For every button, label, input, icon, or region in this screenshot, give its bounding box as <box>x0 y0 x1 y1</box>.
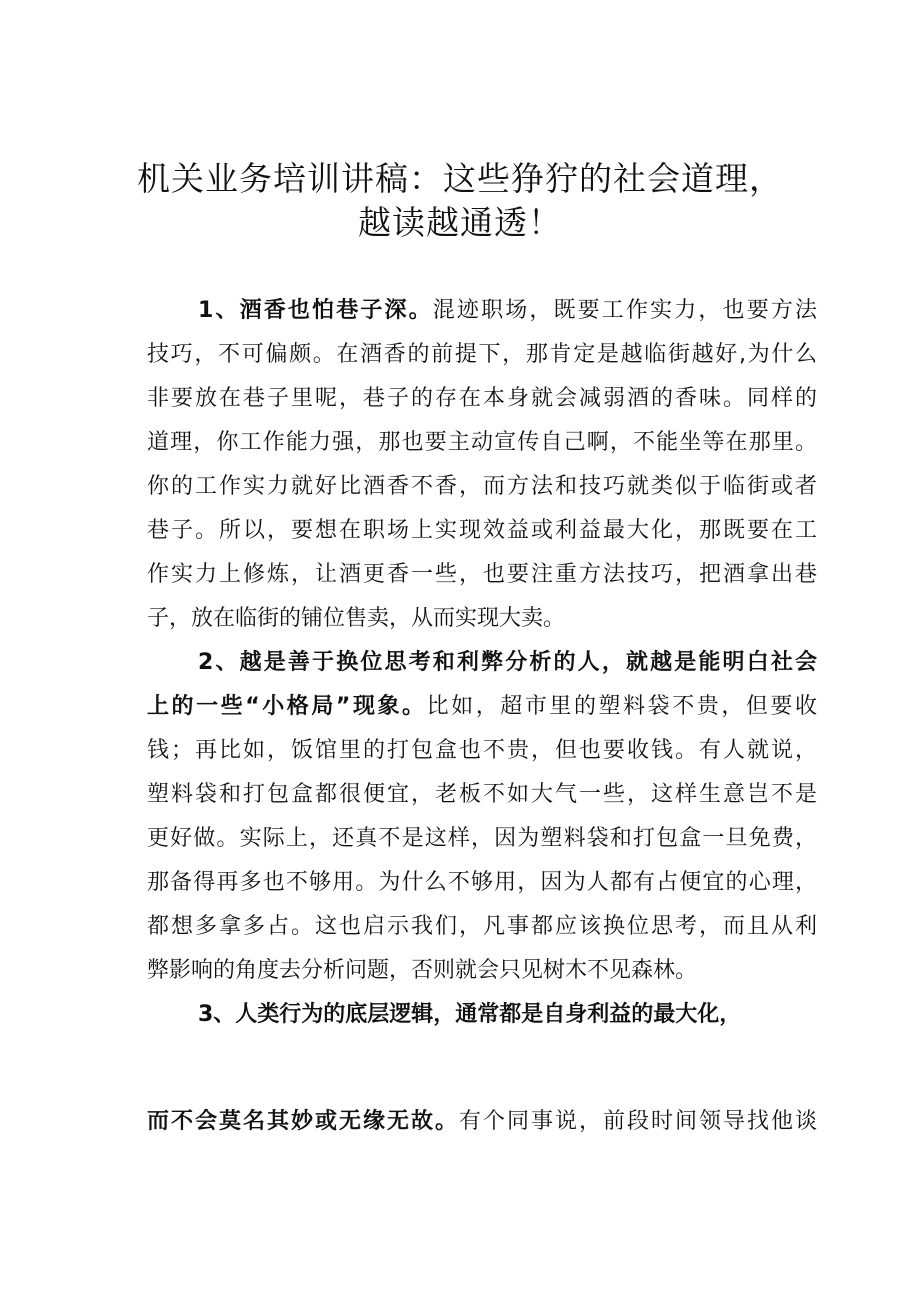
paragraph-2-line-5: 更好做。实际上，还真不是这样，因为塑料袋和打包盒一旦免费， <box>147 826 817 851</box>
paragraph-1-heading: 1、酒香也怕巷子深。 <box>198 298 433 323</box>
paragraph-1-line-7: 作实力上修炼，让酒更香一些，也要注重方法技巧，把酒拿出巷 <box>147 562 817 587</box>
paragraph-1-line-3: 非要放在巷子里呢，巷子的存在本身就会减弱酒的香味。同样的 <box>147 386 817 411</box>
paragraph-1-line-4: 道理，你工作能力强，那也要主动宣传自己啊，不能坐等在那里。 <box>147 430 817 455</box>
paragraph-2-line-4: 塑料袋和打包盒都很便宜，老板不如大气一些，这样生意岂不是 <box>147 782 817 807</box>
paragraph-text: 比如，超市里的塑料袋不贵，但要收 <box>426 694 817 719</box>
paragraph-3-heading-cont: 而不会莫名其妙或无缘无故。 <box>147 1109 459 1134</box>
paragraph-3-heading: 3、人类行为的底层逻辑，通常都是自身利益的最大化， <box>198 1002 742 1027</box>
paragraph-text: 混迹职场，既要工作实力，也要方法 <box>432 298 817 323</box>
paragraph-1-line-2: 技巧，不可偏颇。在酒香的前提下，那肯定是越临街越好,为什么 <box>147 342 817 367</box>
paragraph-1-line-6: 巷子。所以，要想在职场上实现效益或利益最大化，那既要在工 <box>147 518 817 543</box>
paragraph-1-line-1 <box>198 296 817 326</box>
paragraph-2-line-8: 弊影响的角度去分析问题，否则就会只见树木不见森林。 <box>147 958 698 983</box>
paragraph-3-line-2 <box>147 1107 817 1137</box>
paragraph-1-line-5: 你的工作实力就好比酒香不香，而方法和技巧就类似于临街或者 <box>147 474 817 499</box>
paragraph-2-heading: 2、越是善于换位思考和利弊分析的人，就越是能明白社会 <box>198 650 817 675</box>
document-title-line-1: 机关业务培训讲稿：这些狰狞的社会道理， <box>137 159 783 198</box>
document-title-line-2: 越读越通透！ <box>358 203 562 242</box>
paragraph-2-line-3: 钱；再比如，饭馆里的打包盒也不贵，但也要收钱。有人就说， <box>147 738 817 763</box>
paragraph-2-line-6: 那备得再多也不够用。为什么不够用，因为人都有占便宜的心理， <box>147 870 817 895</box>
paragraph-3-line-1 <box>198 1000 817 1030</box>
paragraph-2-line-1 <box>198 648 817 678</box>
paragraph-1-line-8: 子，放在临街的铺位售卖，从而实现大卖。 <box>147 606 566 631</box>
paragraph-2-line-7: 都想多拿多占。这也启示我们，凡事都应该换位思考，而且从利 <box>147 914 817 939</box>
paragraph-text: 有个同事说，前段时间领导找他谈 <box>459 1109 817 1134</box>
paragraph-2-line-2 <box>147 692 817 722</box>
paragraph-2-heading-cont: 上的一些“小格局”现象。 <box>147 694 427 719</box>
